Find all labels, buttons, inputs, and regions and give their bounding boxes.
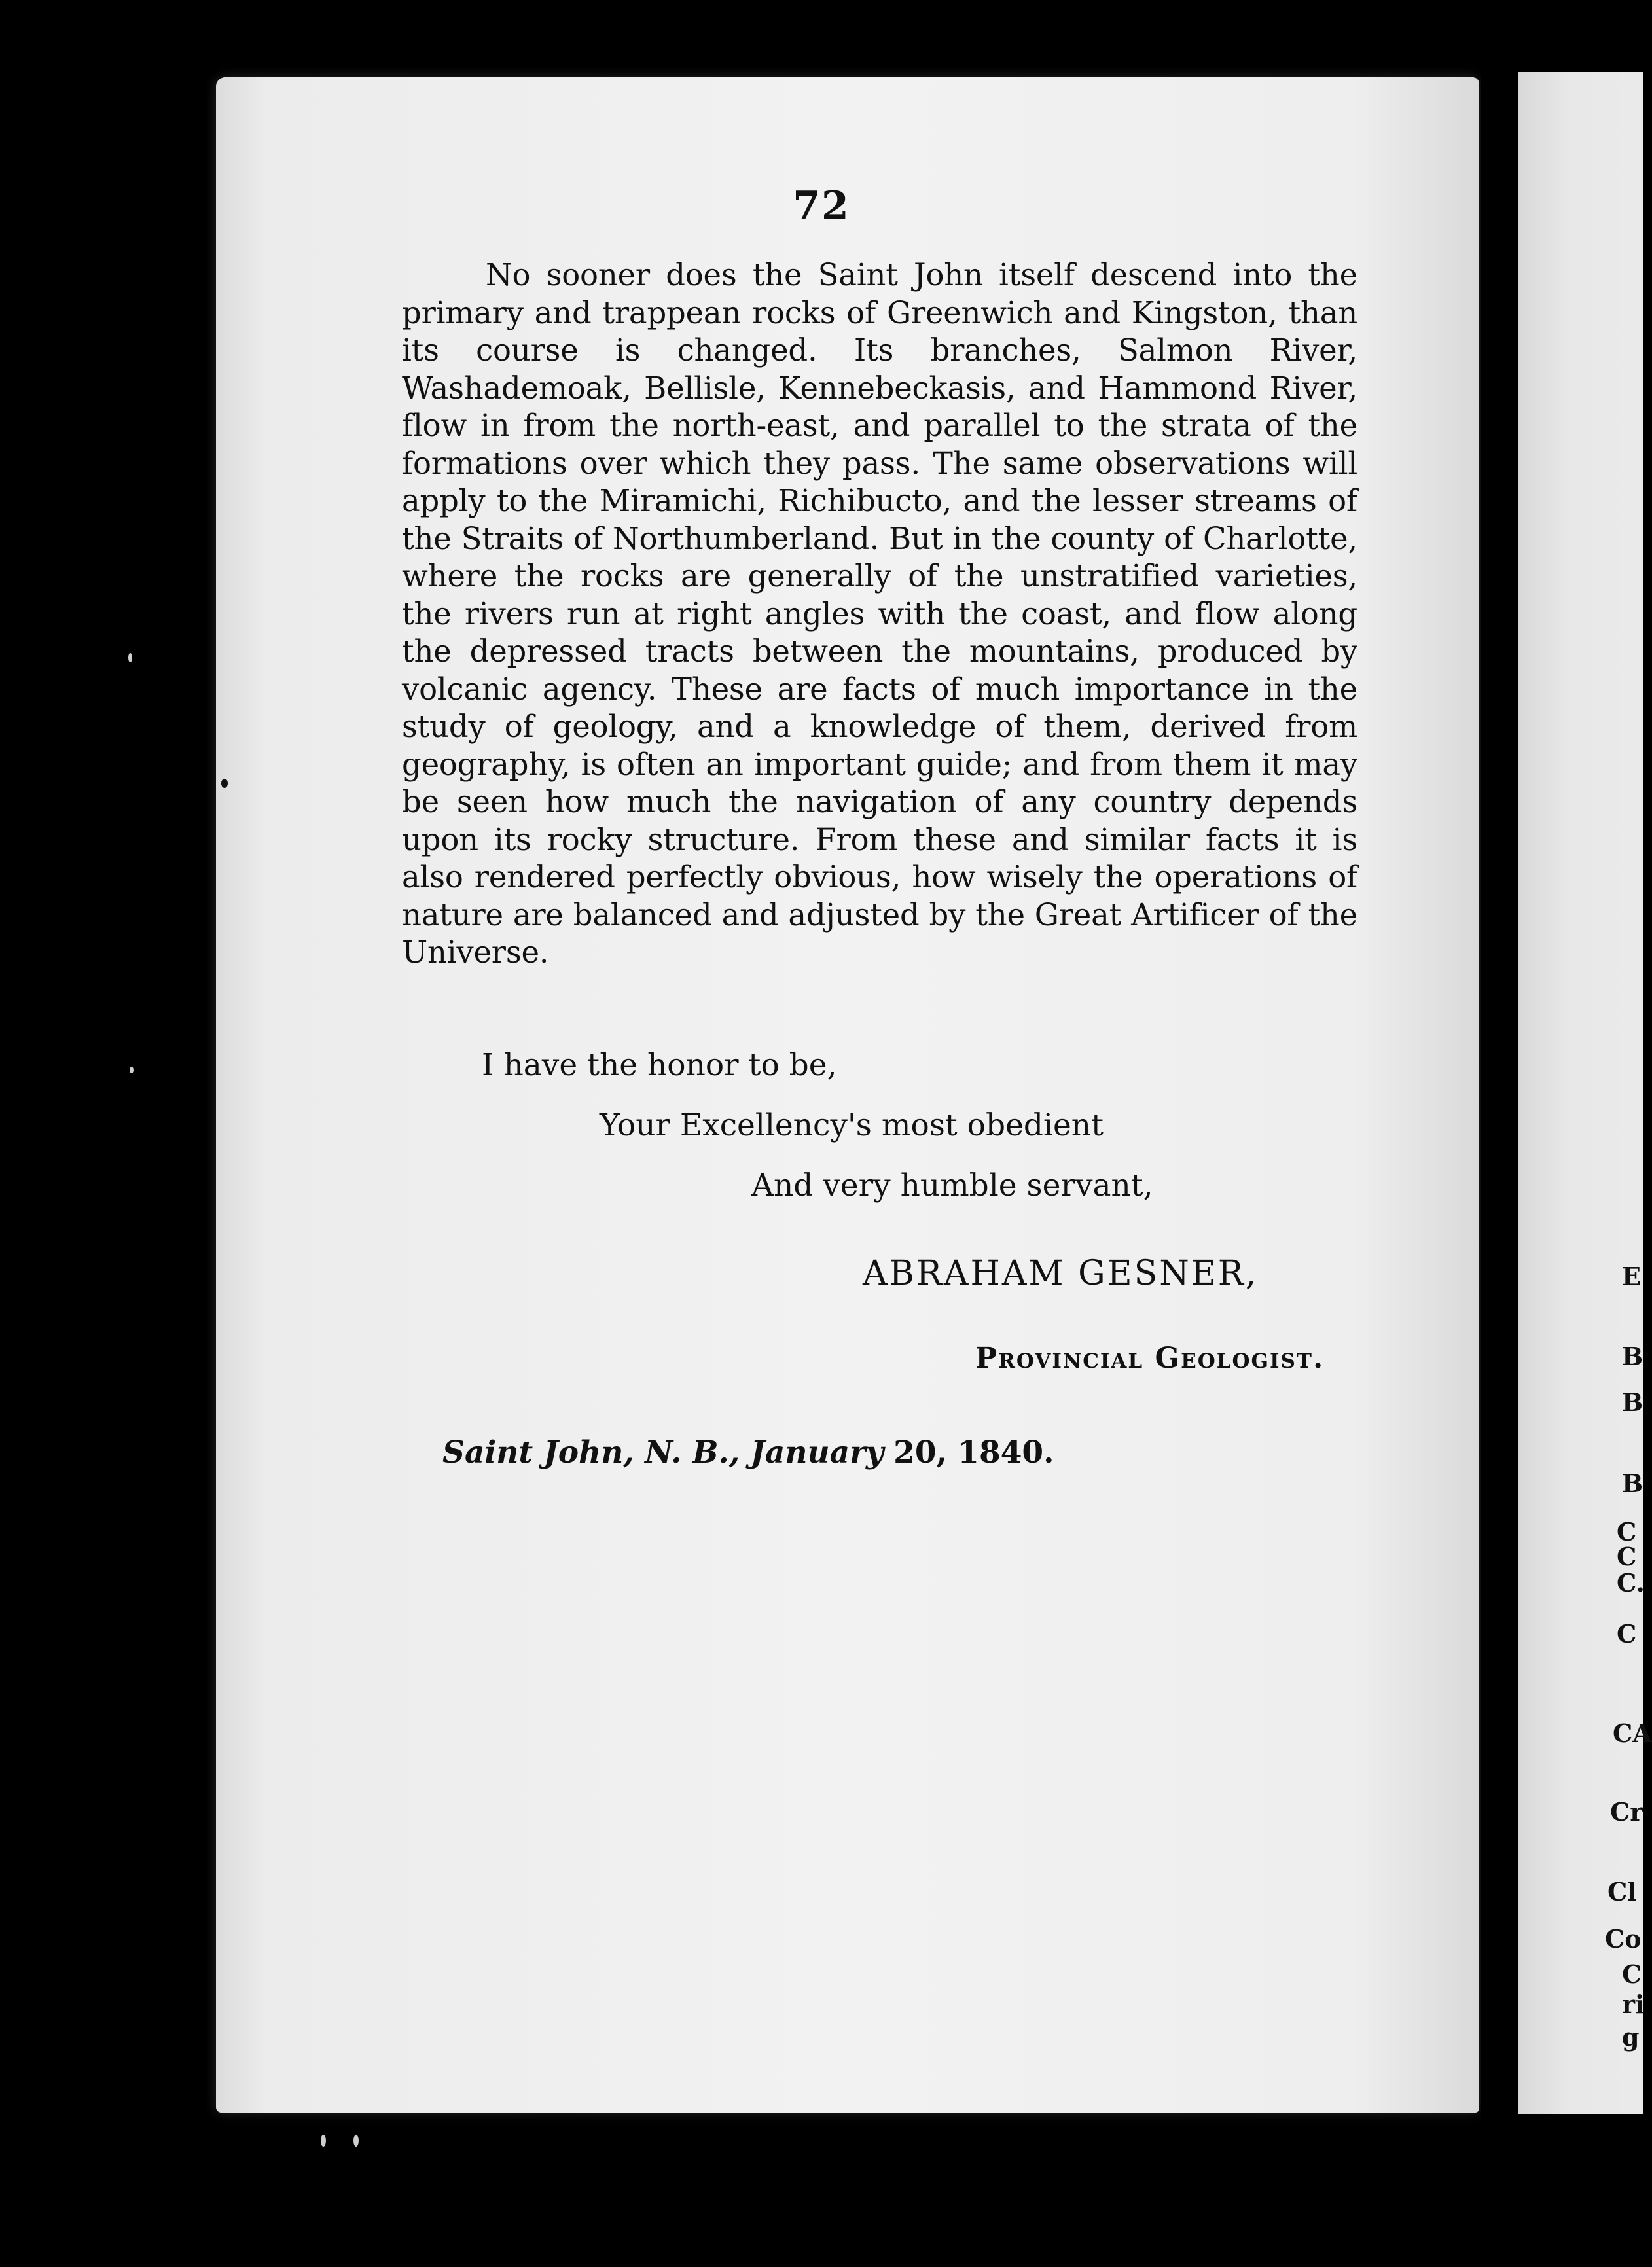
adjacent-fragment: C bbox=[1617, 1517, 1637, 1546]
closing-line-2: And very humble servant, bbox=[751, 1168, 1153, 1204]
adjacent-fragment: ri bbox=[1622, 1990, 1645, 2019]
adjacent-fragment: Cr bbox=[1610, 1797, 1643, 1827]
adjacent-fragment: Cl bbox=[1607, 1877, 1637, 1906]
page-number: 72 bbox=[793, 183, 850, 229]
signature-name: ABRAHAM GESNER, bbox=[863, 1254, 1259, 1293]
scan-speck bbox=[128, 653, 132, 662]
adjacent-fragment: Co bbox=[1605, 1924, 1642, 1954]
adjacent-fragment: E bbox=[1622, 1262, 1641, 1291]
scan-speck bbox=[353, 2135, 359, 2147]
adjacent-fragment: B bbox=[1622, 1342, 1643, 1371]
adjacent-fragment: CA bbox=[1613, 1719, 1652, 1748]
scan-speck bbox=[321, 2135, 326, 2147]
adjacent-fragment: B bbox=[1622, 1387, 1643, 1417]
adjacent-fragment: g bbox=[1622, 2022, 1640, 2052]
scan-speck bbox=[130, 1067, 134, 1073]
adjacent-fragment: B bbox=[1622, 1469, 1643, 1498]
adjacent-fragment: C bbox=[1622, 1959, 1642, 1989]
closing-line-1: Your Excellency's most obedient bbox=[600, 1107, 1104, 1143]
book-gutter bbox=[1481, 59, 1520, 2153]
ink-speck bbox=[221, 779, 228, 788]
signature-title: Provincial Geologist. bbox=[975, 1342, 1325, 1375]
dateline bbox=[442, 1435, 1054, 1471]
scan-background-left bbox=[0, 0, 216, 2267]
body-paragraph: No sooner does the Saint John itself descend into the primary and trappean rocks of Greenwich and Kingston, than its course is changed. Its branches, Salmon River, Washademoak, Bellisle, Kennebeckasis, and Hammond River, flow in from the north-east, and parallel to the strata of the formations over which they pass. The same observations will apply to the Miramichi, Richibucto, and the lesser streams of the Straits of Northumberland. But in the county of Charlotte, where the rocks are generally of the unstratified varieties, the rivers run at right angles with the coast, and flow along the depressed tracts between the mountains, produced by volcanic agency. These are facts of much importance in the study of geology, and a knowledge of them, derived from geography, is often an important guide; and from them it may be seen how much the navigation of any country depends upon its rocky structure. From these and similar facts it is also rendered perfectly obvious, how wisely the operations of nature are balanced and adjusted by the Great Artificer of the Universe. bbox=[402, 257, 1357, 970]
salutation: I have the honor to be, bbox=[482, 1047, 837, 1083]
adjacent-fragment: C. bbox=[1617, 1568, 1645, 1598]
dateline-place: Saint John, N. B., January bbox=[442, 1435, 884, 1471]
adjacent-fragment: C bbox=[1617, 1542, 1637, 1571]
dateline-date: 20, 1840. bbox=[893, 1435, 1054, 1471]
adjacent-fragment: C bbox=[1617, 1619, 1637, 1649]
